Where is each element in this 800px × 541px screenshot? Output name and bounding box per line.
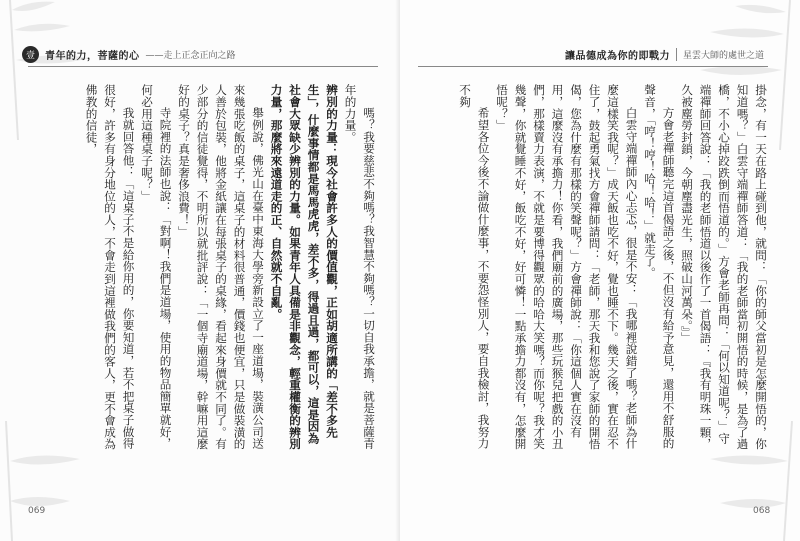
- paragraph: 方會老禪師聽完這首偈語之後，不但沒有給予意見，還用不舒服的聲音，「哼！哼！哈！哈！」就走了。: [643, 84, 676, 450]
- paragraph: 白雲守端禪師內心忐忑，很是不安：「我哪裡說錯了嗎？老師為什麼這樣笑我呢？」成天飯也吃不好，覺也睡不下。幾天之後，實在忍不住了，鼓起勇氣找方會禪師請問：「老師，那天我和您說了家師的開悟偈，您為什麼有那樣的笑聲呢？」方會禪師說：「你這個人實在沒有用，這麼沒有承擔力！你看，我們廟前的廣場，那些玩猴兒把戲的小丑們，那樣賣力表演，不就是要博得觀眾的哈哈大笑嗎？而你呢？我才笑幾聲，你就覺睡不好，飯吃不好，好可憐！一點承擔力都沒有，怎麼開悟呢？」: [495, 84, 639, 450]
- paragraph: 舉例說，佛光山在臺中東海大學旁新設立了一座道場，裝潢公司送來幾張吃飯的桌子，這桌子的材料很普通，價錢也便宜，只是做裝潢的人善於包裝，他將金紙讓在每張桌子的桌緣，看起來身價就不同了。有少部分的信徒覺得，不明所以就批評說：「一個寺廟道場，幹嘛用這麼好的桌子？真是奢侈浪費！」: [177, 84, 265, 450]
- book-title: 讓品德成為你的即戰力: [564, 50, 670, 62]
- header-rule: [28, 66, 378, 67]
- section-subhead-paragraph: 辨別的力量：現今社會許多人的價值觀，正如胡適所講的「差不多先生」，什麼事情都是馬馬虎虎，差不多，得過且過，都可以，這是因為社會大眾缺少辨別的力量。如果青年人具備是非觀念，輕重權衡的辨別力量，那麼將來遠道走的正、自然就不自亂。: [269, 84, 339, 450]
- book-part-subtitle: ——走上正念正向之路: [145, 50, 236, 61]
- paragraph: 嗎？我要慈悲不夠嗎？我智慧不夠嗎？一切自我承擔，就是菩薩青年的力量。: [343, 84, 376, 450]
- right-running-header: [410, 44, 764, 64]
- paragraph: 希望各位今後不論做什麼事，不要怨怪別人，要自我檢討，我努力不夠: [458, 84, 491, 450]
- paragraph: 掛念，有一天在路上碰到他，就問：「你的師父當初是怎麼開悟的，你知道嗎？」白雲守端禪師答道：「我的老師當初開悟的時候，是為了過橋，不小心掉跤跌倒而悟道的。」方會老師再問：「何以知道呢？」守端禪師回答說：「我的老師悟道以後作了一首偈語：『我有明珠一顆，久被塵勞封鎖，今朝塵盡光生，照破山河萬朵。』」: [680, 84, 768, 450]
- page-number: 068: [753, 506, 771, 516]
- paragraph: 寺院裡的法師也說：「對啊！我們是道場，使用的物品簡單就好，何必用這種桌子呢？」: [140, 84, 173, 450]
- left-body-text: [28, 84, 378, 454]
- paragraph: 我就回答他：「這桌子不是給你用的，你要知道，若不把桌子做得很好，許多有身分地位的人，不會走到這裡做我們的客人，更不會成為佛教的信徒，: [84, 84, 136, 450]
- right-body-text: [420, 84, 770, 454]
- book-subtitle: 星雲大師的處世之道: [676, 48, 764, 61]
- page-number: 069: [28, 506, 46, 516]
- book-part-title: 青年的力，菩薩的心: [45, 50, 140, 62]
- chapter-badge: 壹: [22, 46, 39, 63]
- header-rule: [418, 66, 768, 67]
